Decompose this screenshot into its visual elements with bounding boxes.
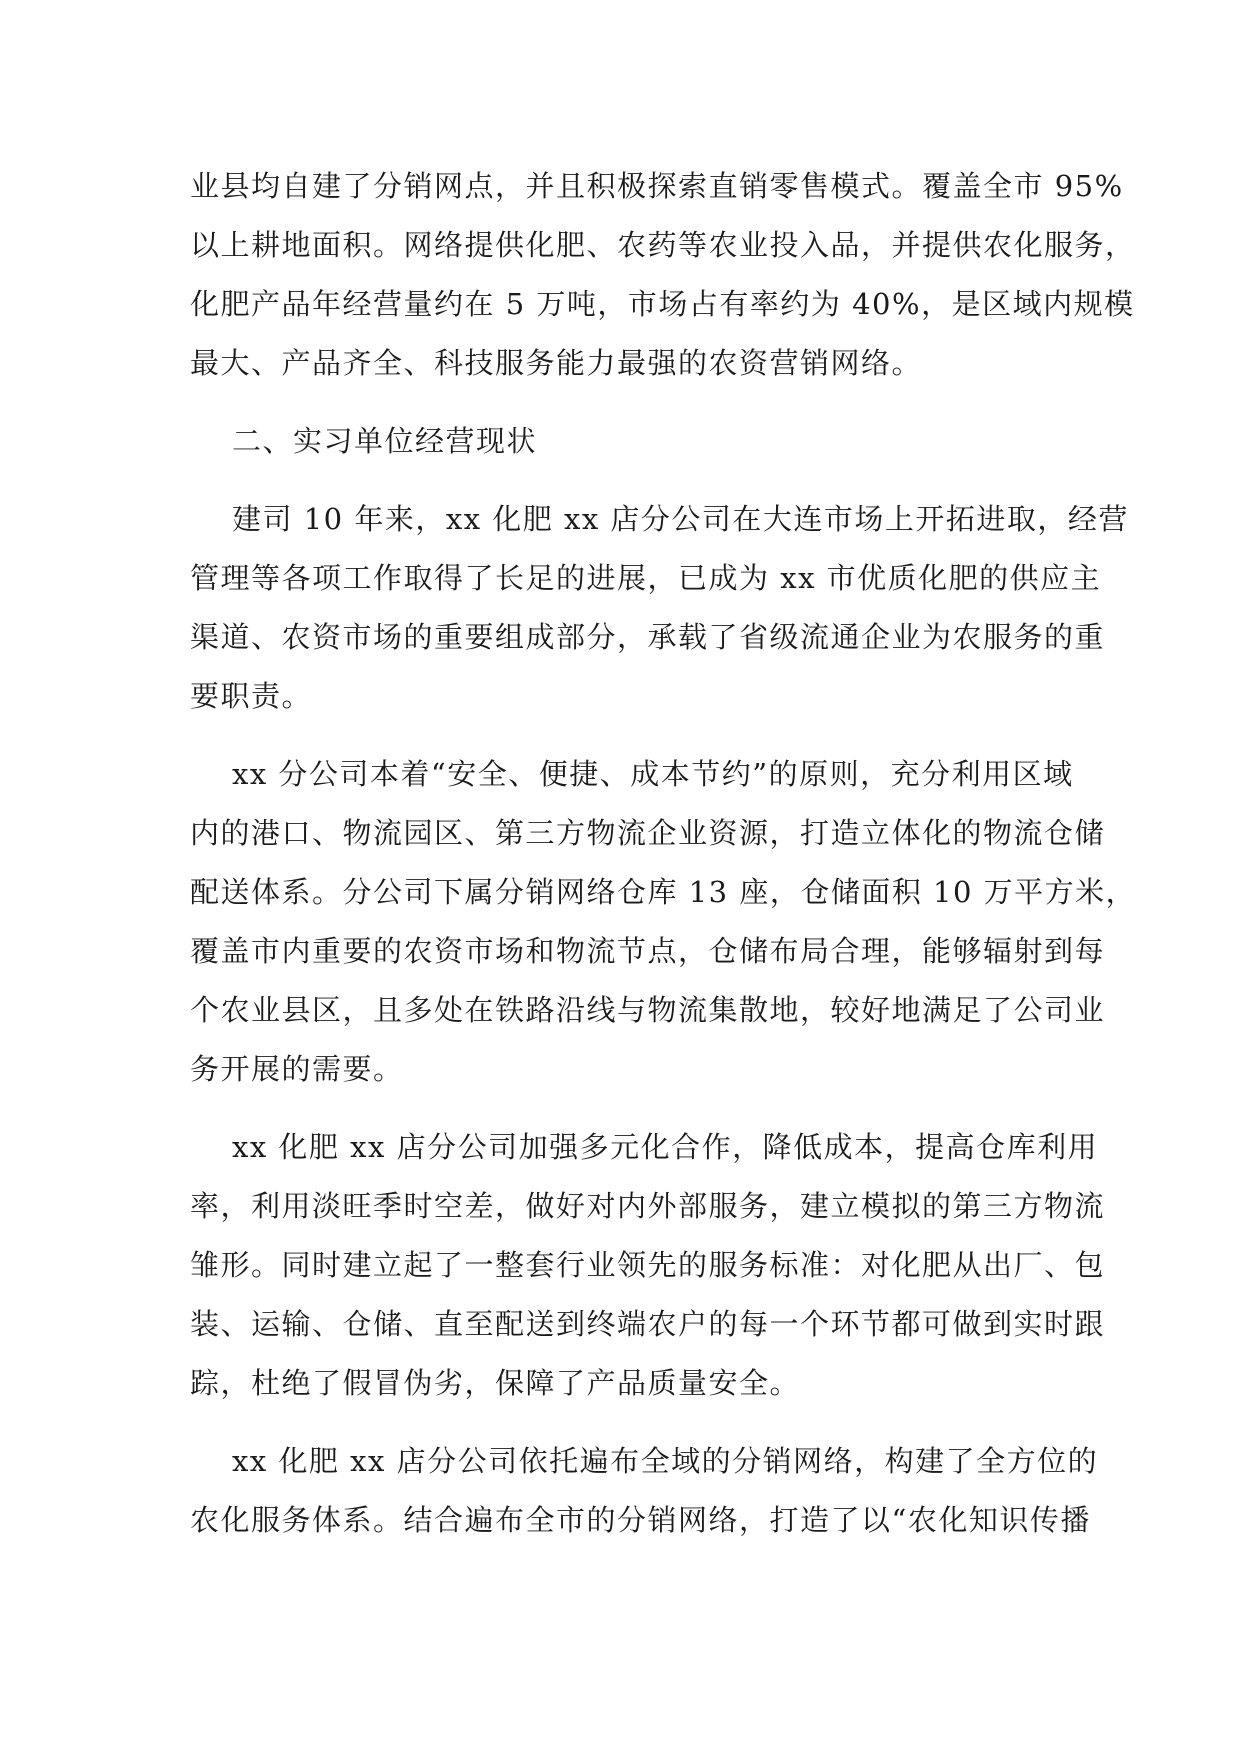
paragraph bbox=[190, 1432, 1099, 1550]
paragraph-spacer bbox=[190, 393, 1052, 412]
paragraph-spacer bbox=[190, 726, 1052, 745]
paragraph-line: 覆盖市内重要的农资市场和物流节点，仓储布局合理，能够辐射到每 bbox=[190, 934, 1106, 968]
paragraph-line: 业县均自建了分销网点，并且积极探索直销零售模式。覆盖全市 95% bbox=[190, 169, 1124, 203]
paragraph-line: 率，利用淡旺季时空差，做好对内外部服务，建立模拟的第三方物流 bbox=[190, 1189, 1106, 1223]
paragraph-spacer bbox=[190, 1099, 1052, 1118]
paragraph-line: 装、运输、仓储、直至配送到终端农户的每一个环节都可做到实时跟 bbox=[190, 1307, 1106, 1341]
paragraph-line: 踪，杜绝了假冒伪劣，保障了产品质量安全。 bbox=[190, 1366, 801, 1400]
paragraph-line: 渠道、农资市场的重要组成部分，承载了省级流通企业为农服务的重 bbox=[190, 620, 1106, 654]
paragraph-line: 建司 10 年来，xx 化肥 xx 店分公司在大连市场上开拓进取，经营 bbox=[232, 502, 1129, 536]
paragraph-line: 要职责。 bbox=[190, 679, 313, 713]
paragraph-line: 配送体系。分公司下属分销网络仓库 13 座，仓储面积 10 万平方米， bbox=[190, 875, 1137, 909]
paragraph-line: 最大、产品齐全、科技服务能力最强的农资营销网络。 bbox=[190, 346, 923, 380]
paragraph-line: 农化服务体系。结合遍布全市的分销网络，打造了以“农化知识传播 bbox=[190, 1503, 1091, 1537]
paragraph bbox=[190, 745, 1137, 1099]
section-heading-text: 二、实习单位经营现状 bbox=[232, 424, 538, 458]
paragraph-line: xx 化肥 xx 店分公司依托遍布全域的分销网络，构建了全方位的 bbox=[232, 1444, 1099, 1478]
paragraph-line: 个农业县区，且多处在铁路沿线与物流集散地，较好地满足了公司业 bbox=[190, 993, 1106, 1027]
paragraph-line: 以上耕地面积。网络提供化肥、农药等农业投入品，并提供农化服务， bbox=[190, 228, 1136, 262]
document-body bbox=[190, 157, 1137, 1550]
paragraph-line: 雏形。同时建立起了一整套行业领先的服务标准：对化肥从出厂、包 bbox=[190, 1248, 1106, 1282]
paragraph-line: xx 化肥 xx 店分公司加强多元化合作，降低成本，提高仓库利用 bbox=[232, 1130, 1099, 1164]
paragraph-spacer bbox=[190, 471, 1052, 490]
paragraph-line: xx 分公司本着“安全、便捷、成本节约”的原则，充分利用区域 bbox=[232, 757, 1074, 791]
paragraph-spacer bbox=[190, 1413, 1052, 1432]
paragraph bbox=[190, 157, 1136, 393]
paragraph bbox=[190, 490, 1129, 726]
paragraph-line: 务开展的需要。 bbox=[190, 1052, 404, 1086]
section-heading bbox=[190, 412, 1052, 471]
paragraph-line: 管理等各项工作取得了长足的进展，已成为 xx 市优质化肥的供应主 bbox=[190, 561, 1102, 595]
paragraph bbox=[190, 1118, 1106, 1413]
paragraph-line: 内的港口、物流园区、第三方物流企业资源，打造立体化的物流仓储 bbox=[190, 816, 1106, 850]
paragraph-line: 化肥产品年经营量约在 5 万吨，市场占有率约为 40%，是区域内规模 bbox=[190, 287, 1135, 321]
